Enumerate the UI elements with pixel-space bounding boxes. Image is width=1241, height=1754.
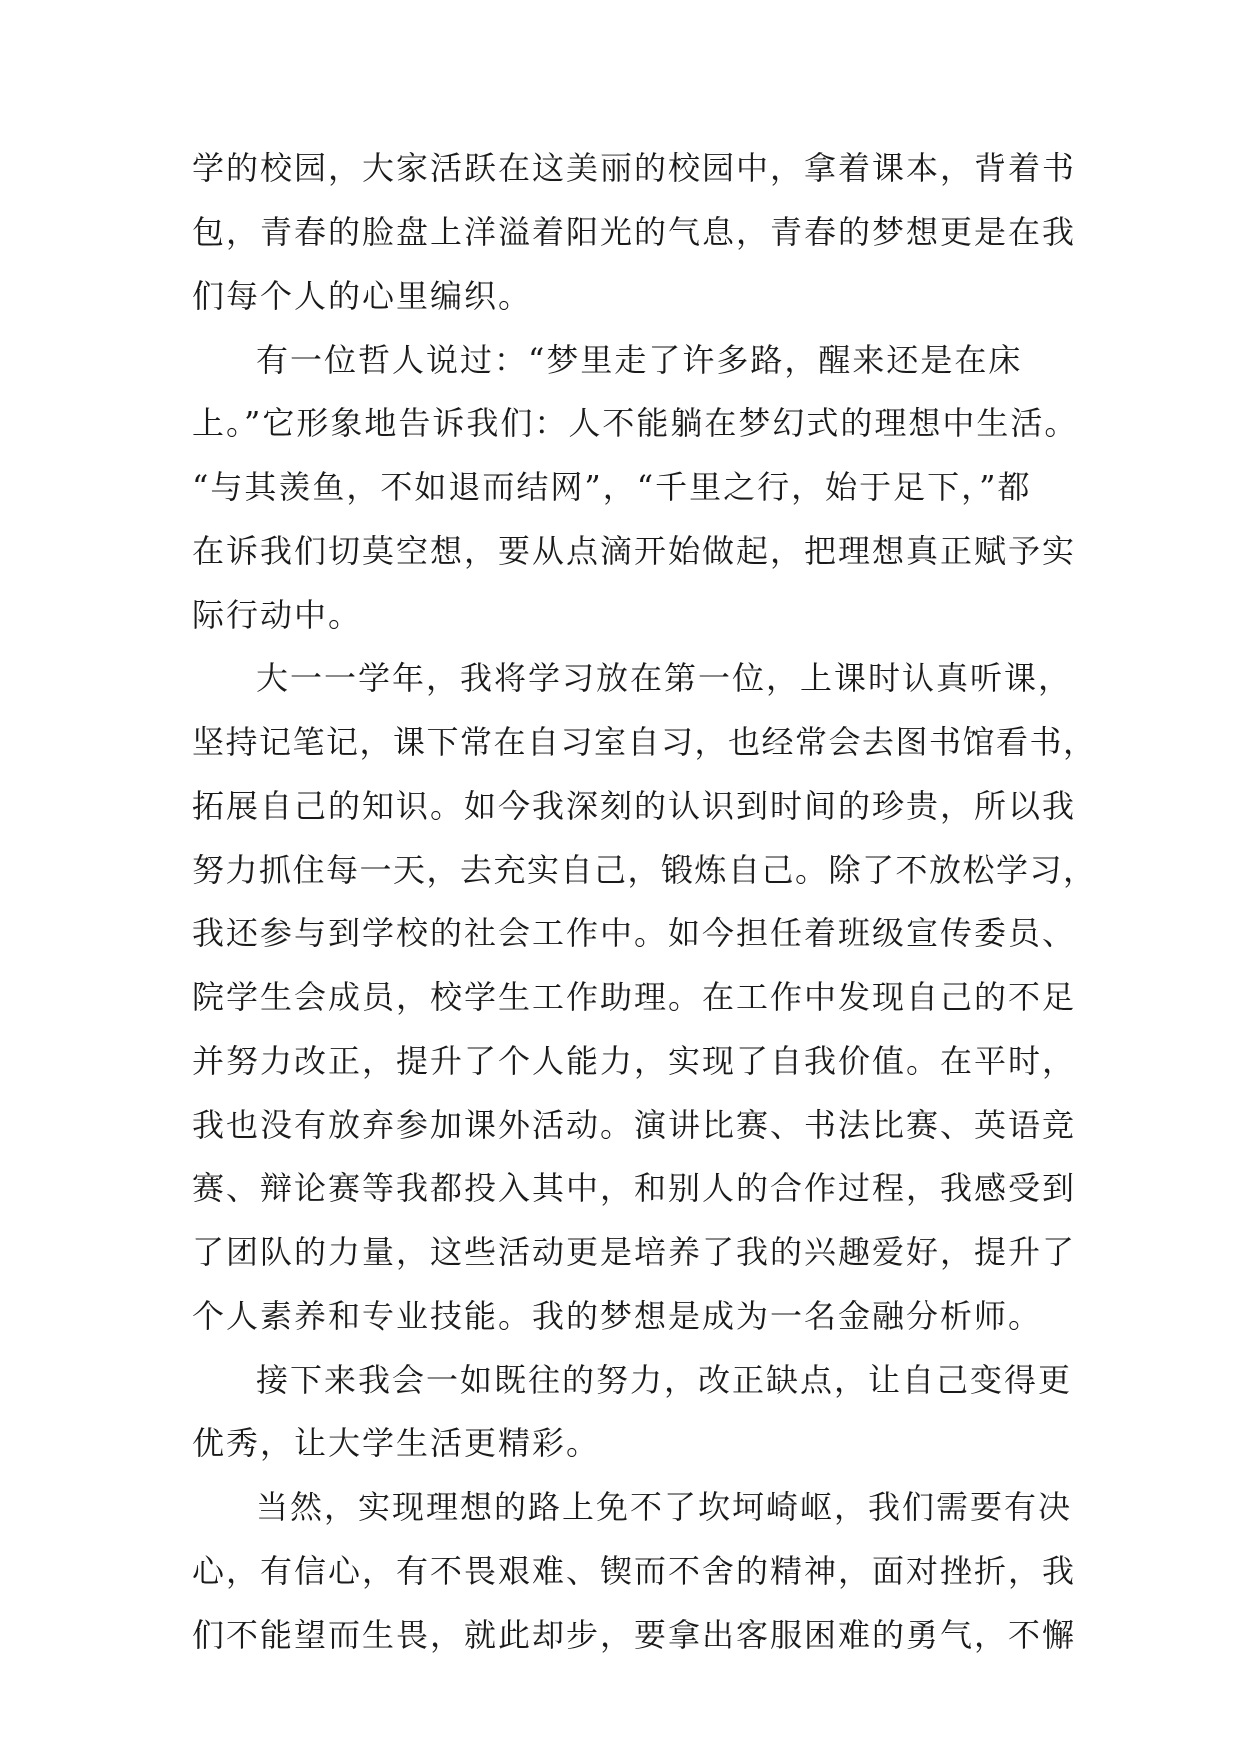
text-line: 心，有信心，有不畏艰难、锲而不舍的精神，面对挫折，我 [192,1552,1077,1590]
text-line: 们不能望而生畏，就此却步，要拿出客服困难的勇气，不懈 [192,1616,1077,1654]
text-line: 际行动中。 [192,596,363,634]
text-line: 在诉我们切莫空想，要从点滴开始做起，把理想真正赋予实 [192,532,1077,570]
text-line: “与其羡鱼，不如退而结网”，“千里之行，始于足下，”都 [192,468,1032,506]
text-line: 有一位哲人说过：“梦里走了许多路，醒来还是在床 [256,341,1023,379]
text-line: 并努力改正，提升了个人能力，实现了自我价值。在平时， [192,1042,1077,1080]
text-line: 我还参与到学校的社会工作中。如今担任着班级宣传委员、 [192,914,1077,952]
text-line: 大一一学年，我将学习放在第一位，上课时认真听课， [256,659,1073,697]
text-line: 我也没有放弃参加课外活动。演讲比赛、书法比赛、英语竞 [192,1106,1077,1144]
text-line: 接下来我会一如既往的努力，改正缺点，让自己变得更 [256,1361,1073,1399]
text-line: 赛、辩论赛等我都投入其中，和别人的合作过程，我感受到 [192,1169,1077,1207]
text-line: 当然，实现理想的路上免不了坎坷崎岖，我们需要有决 [256,1488,1073,1526]
text-line: 上。”它形象地告诉我们：人不能躺在梦幻式的理想中生活。 [192,404,1079,442]
text-line: 们每个人的心里编织。 [192,277,533,315]
text-line: 院学生会成员，校学生工作助理。在工作中发现自己的不足 [192,978,1077,1016]
text-line: 拓展自己的知识。如今我深刻的认识到时间的珍贵，所以我 [192,787,1077,825]
text-line: 包，青春的脸盘上洋溢着阳光的气息，青春的梦想更是在我 [192,213,1077,251]
text-line: 个人素养和专业技能。我的梦想是成为一名金融分析师。 [192,1297,1043,1335]
text-line: 优秀，让大学生活更精彩。 [192,1424,601,1462]
text-line: 学的校园，大家活跃在这美丽的校园中，拿着课本，背着书 [192,149,1077,187]
text-line: 努力抓住每一天，去充实自己，锻炼自己。除了不放松学习， [192,851,1097,889]
text-line: 坚持记笔记，课下常在自习室自习，也经常会去图书馆看书， [192,723,1097,761]
text-line: 了团队的力量，这些活动更是培养了我的兴趣爱好，提升了 [192,1233,1077,1271]
